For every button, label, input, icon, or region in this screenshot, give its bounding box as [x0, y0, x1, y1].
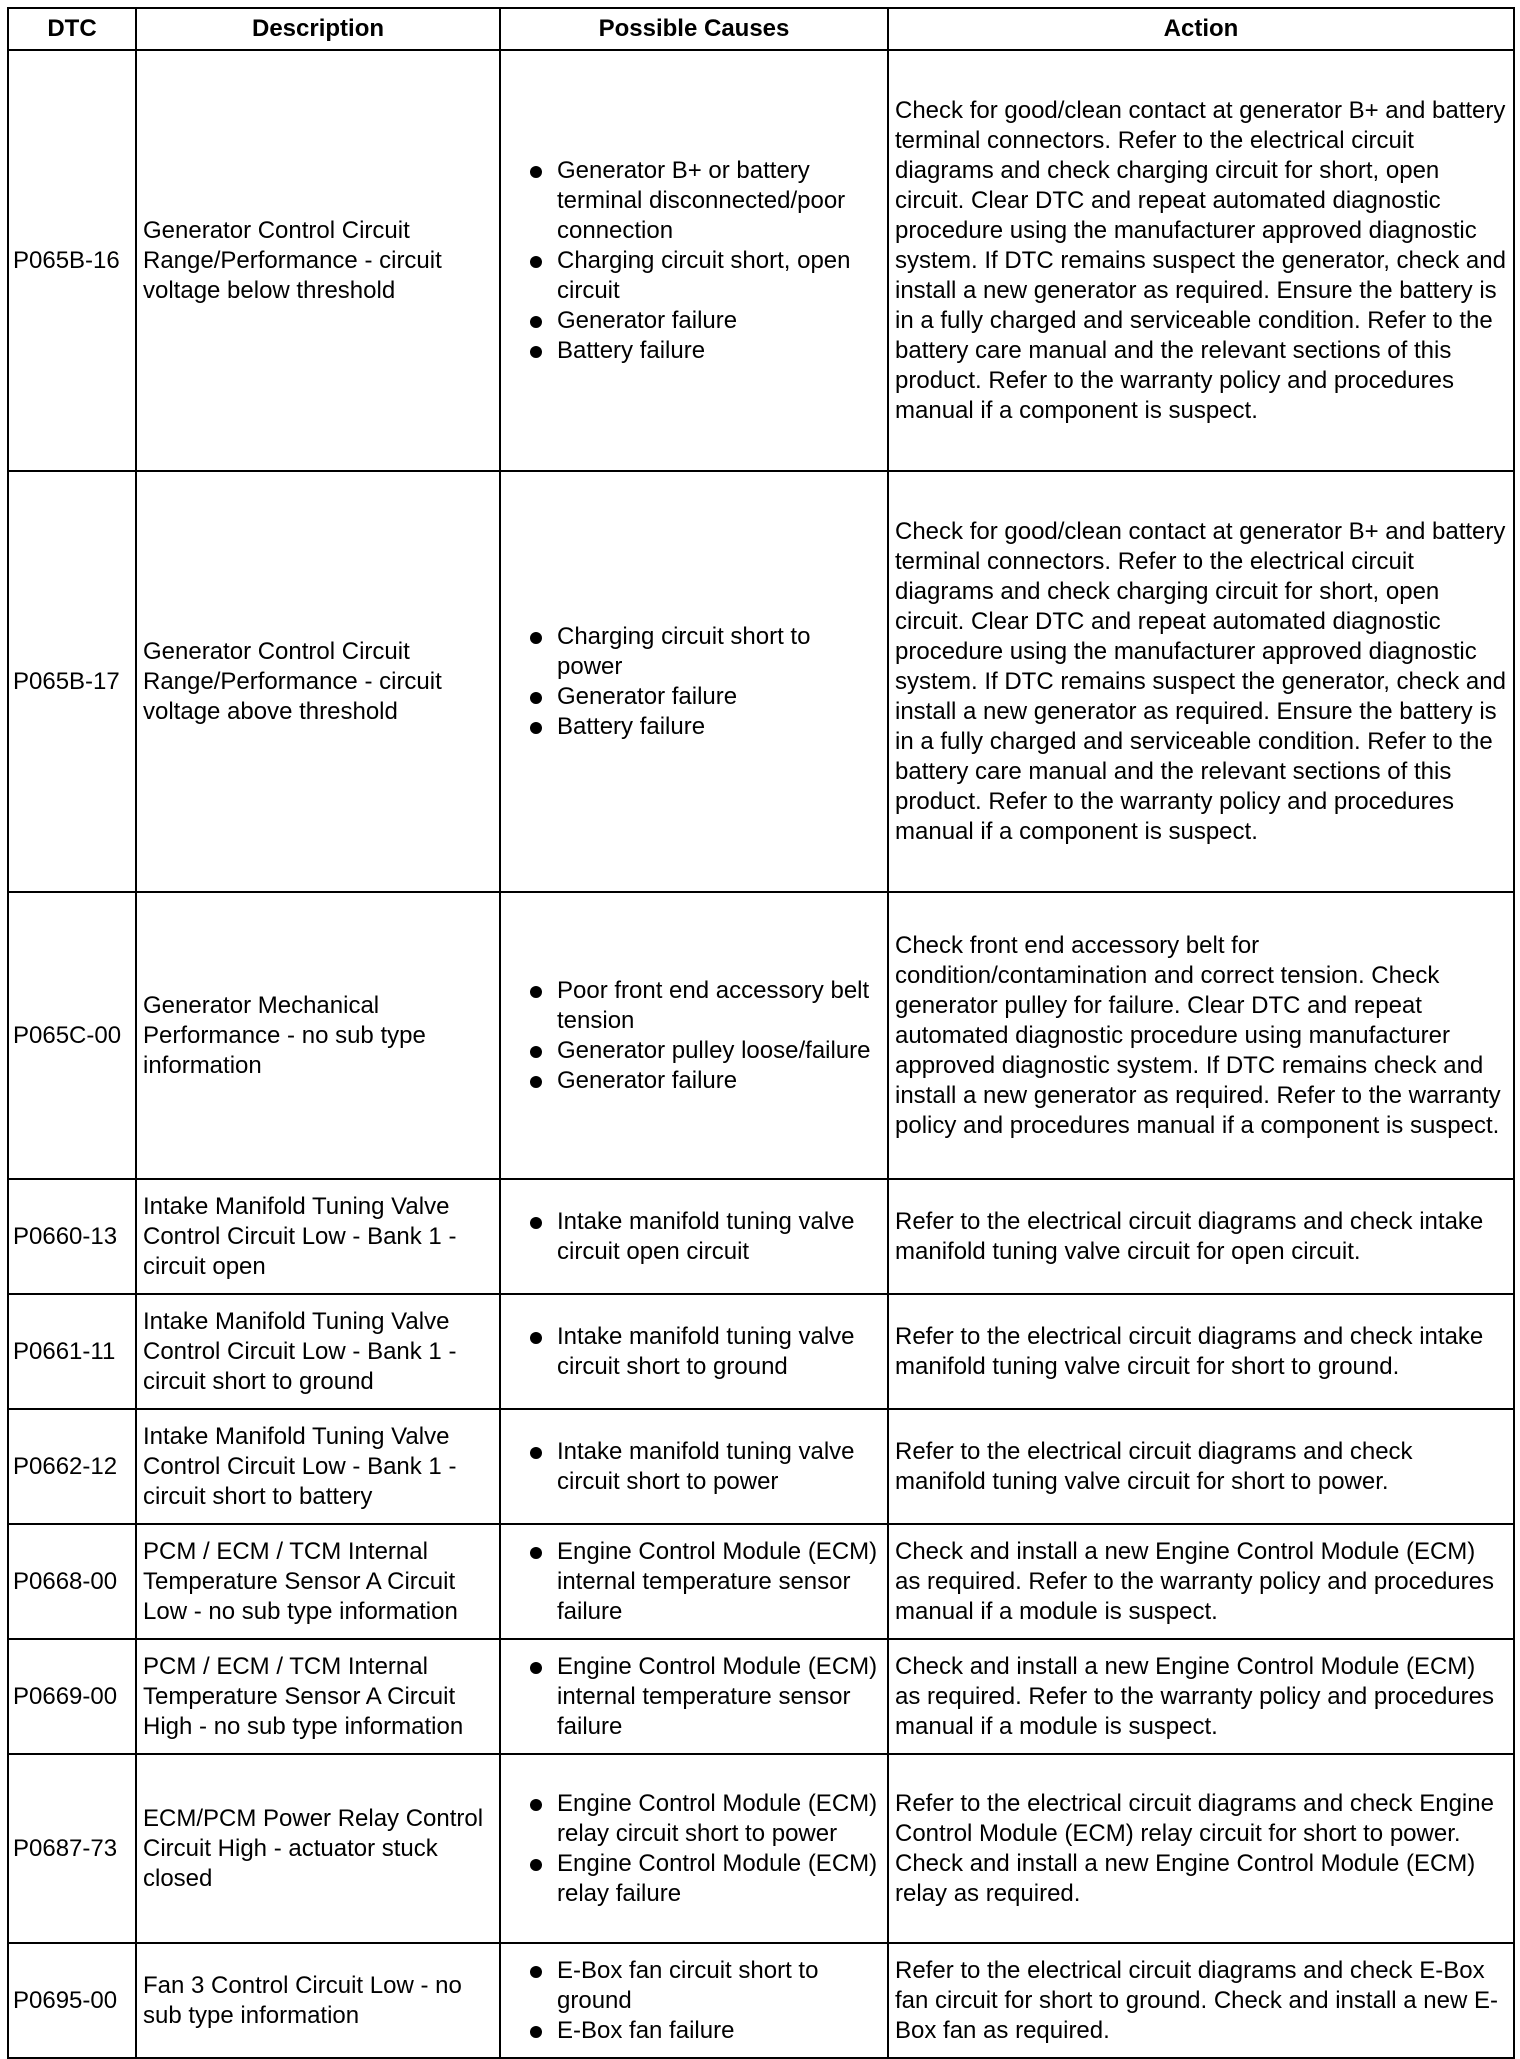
possible-cause-item: Generator B+ or battery terminal disconnected/poor connection: [507, 156, 881, 246]
possible-causes-list: [507, 1437, 881, 1497]
dtc-code: P0669-00: [8, 1639, 136, 1754]
dtc-action: Refer to the electrical circuit diagrams and check intake manifold tuning valve circuit for short to ground.: [888, 1294, 1514, 1409]
dtc-action: Check and install a new Engine Control Module (ECM) as required. Refer to the warranty policy and procedures manual if a module is suspect.: [888, 1524, 1514, 1639]
possible-causes-cell: [500, 1409, 888, 1524]
possible-causes-cell: [500, 892, 888, 1179]
table-row: [8, 1754, 1514, 1943]
possible-cause-item: Intake manifold tuning valve circuit short to ground: [507, 1322, 881, 1382]
dtc-description: Generator Mechanical Performance - no sub type information: [136, 892, 500, 1179]
header-dtc: DTC: [8, 8, 136, 50]
possible-causes-list: [507, 1322, 881, 1382]
dtc-description: Fan 3 Control Circuit Low - no sub type information: [136, 1943, 500, 2058]
dtc-table: [7, 7, 1515, 2059]
dtc-description: PCM / ECM / TCM Internal Temperature Sensor A Circuit High - no sub type information: [136, 1639, 500, 1754]
possible-causes-list: [507, 156, 881, 366]
dtc-description: ECM/PCM Power Relay Control Circuit High - actuator stuck closed: [136, 1754, 500, 1943]
dtc-action: Check and install a new Engine Control Module (ECM) as required. Refer to the warranty policy and procedures manual if a module is suspect.: [888, 1639, 1514, 1754]
dtc-description: PCM / ECM / TCM Internal Temperature Sensor A Circuit Low - no sub type information: [136, 1524, 500, 1639]
possible-cause-item: Battery failure: [507, 712, 881, 742]
dtc-action: Check front end accessory belt for condition/contamination and correct tension. Check generator pulley for failure. Clear DTC and repeat automated diagnostic procedure using manufacturer approved diagnostic system. If DTC remains check and install a new generator as required. Refer to the warranty policy and procedures manual if a component is suspect.: [888, 892, 1514, 1179]
dtc-code: P0687-73: [8, 1754, 136, 1943]
possible-cause-item: Engine Control Module (ECM) internal temperature sensor failure: [507, 1537, 881, 1627]
possible-causes-list: [507, 1207, 881, 1267]
dtc-action: Refer to the electrical circuit diagrams and check E-Box fan circuit for short to ground. Check and install a new E-Box fan as required.: [888, 1943, 1514, 2058]
table-row: [8, 50, 1514, 471]
dtc-description: Intake Manifold Tuning Valve Control Circuit Low - Bank 1 - circuit short to battery: [136, 1409, 500, 1524]
possible-cause-item: Engine Control Module (ECM) internal temperature sensor failure: [507, 1652, 881, 1742]
dtc-code: P065B-16: [8, 50, 136, 471]
possible-cause-item: Poor front end accessory belt tension: [507, 976, 881, 1036]
possible-cause-item: E-Box fan failure: [507, 2016, 881, 2046]
dtc-code: P0662-12: [8, 1409, 136, 1524]
table-row: [8, 1943, 1514, 2058]
possible-cause-item: Intake manifold tuning valve circuit short to power: [507, 1437, 881, 1497]
possible-cause-item: Charging circuit short to power: [507, 622, 881, 682]
dtc-action: Check for good/clean contact at generator B+ and battery terminal connectors. Refer to the electrical circuit diagrams and check charging circuit for short, open circuit. Clear DTC and repeat automated diagnostic procedure using the manufacturer approved diagnostic system. If DTC remains suspect the generator, check and install a new generator as required. Ensure the battery is in a fully charged and serviceable condition. Refer to the battery care manual and the relevant sections of this product. Refer to the warranty policy and procedures manual if a component is suspect.: [888, 50, 1514, 471]
table-row: [8, 1524, 1514, 1639]
possible-causes-cell: [500, 50, 888, 471]
table-row: [8, 1179, 1514, 1294]
table-row: [8, 1294, 1514, 1409]
dtc-description: Intake Manifold Tuning Valve Control Circuit Low - Bank 1 - circuit short to ground: [136, 1294, 500, 1409]
possible-cause-item: Engine Control Module (ECM) relay failure: [507, 1849, 881, 1909]
header-row: [8, 8, 1514, 50]
table-row: [8, 1409, 1514, 1524]
dtc-code: P0661-11: [8, 1294, 136, 1409]
possible-causes-list: [507, 622, 881, 742]
dtc-description: Generator Control Circuit Range/Performance - circuit voltage below threshold: [136, 50, 500, 471]
header-action: Action: [888, 8, 1514, 50]
header-description: Description: [136, 8, 500, 50]
table-row: [8, 892, 1514, 1179]
possible-cause-item: Intake manifold tuning valve circuit open circuit: [507, 1207, 881, 1267]
table-body: [8, 50, 1514, 2058]
possible-causes-cell: [500, 1639, 888, 1754]
possible-causes-cell: [500, 1179, 888, 1294]
possible-cause-item: Generator failure: [507, 682, 881, 712]
possible-cause-item: Generator pulley loose/failure: [507, 1036, 881, 1066]
possible-causes-cell: [500, 1294, 888, 1409]
possible-causes-list: [507, 1789, 881, 1909]
possible-cause-item: Battery failure: [507, 336, 881, 366]
dtc-code: P0668-00: [8, 1524, 136, 1639]
possible-causes-cell: [500, 471, 888, 892]
possible-causes-cell: [500, 1524, 888, 1639]
possible-causes-list: [507, 1652, 881, 1742]
dtc-code: P065B-17: [8, 471, 136, 892]
possible-cause-item: Generator failure: [507, 306, 881, 336]
dtc-code: P0695-00: [8, 1943, 136, 2058]
possible-cause-item: Generator failure: [507, 1066, 881, 1096]
dtc-action: Refer to the electrical circuit diagrams and check intake manifold tuning valve circuit for open circuit.: [888, 1179, 1514, 1294]
table-row: [8, 471, 1514, 892]
header-possible-causes: Possible Causes: [500, 8, 888, 50]
possible-causes-list: [507, 1956, 881, 2046]
dtc-code: P0660-13: [8, 1179, 136, 1294]
possible-cause-item: Engine Control Module (ECM) relay circuit short to power: [507, 1789, 881, 1849]
dtc-action: Refer to the electrical circuit diagrams and check manifold tuning valve circuit for short to power.: [888, 1409, 1514, 1524]
possible-causes-cell: [500, 1754, 888, 1943]
possible-causes-list: [507, 976, 881, 1096]
dtc-action: Refer to the electrical circuit diagrams and check Engine Control Module (ECM) relay circuit for short to power. Check and install a new Engine Control Module (ECM) relay as required.: [888, 1754, 1514, 1943]
dtc-code: P065C-00: [8, 892, 136, 1179]
possible-causes-list: [507, 1537, 881, 1627]
dtc-action: Check for good/clean contact at generator B+ and battery terminal connectors. Refer to the electrical circuit diagrams and check charging circuit for short, open circuit. Clear DTC and repeat automated diagnostic procedure using the manufacturer approved diagnostic system. If DTC remains suspect the generator, check and install a new generator as required. Ensure the battery is in a fully charged and serviceable condition. Refer to the battery care manual and the relevant sections of this product. Refer to the warranty policy and procedures manual if a component is suspect.: [888, 471, 1514, 892]
table-row: [8, 1639, 1514, 1754]
possible-causes-cell: [500, 1943, 888, 2058]
dtc-description: Generator Control Circuit Range/Performance - circuit voltage above threshold: [136, 471, 500, 892]
possible-cause-item: Charging circuit short, open circuit: [507, 246, 881, 306]
dtc-description: Intake Manifold Tuning Valve Control Circuit Low - Bank 1 - circuit open: [136, 1179, 500, 1294]
possible-cause-item: E-Box fan circuit short to ground: [507, 1956, 881, 2016]
